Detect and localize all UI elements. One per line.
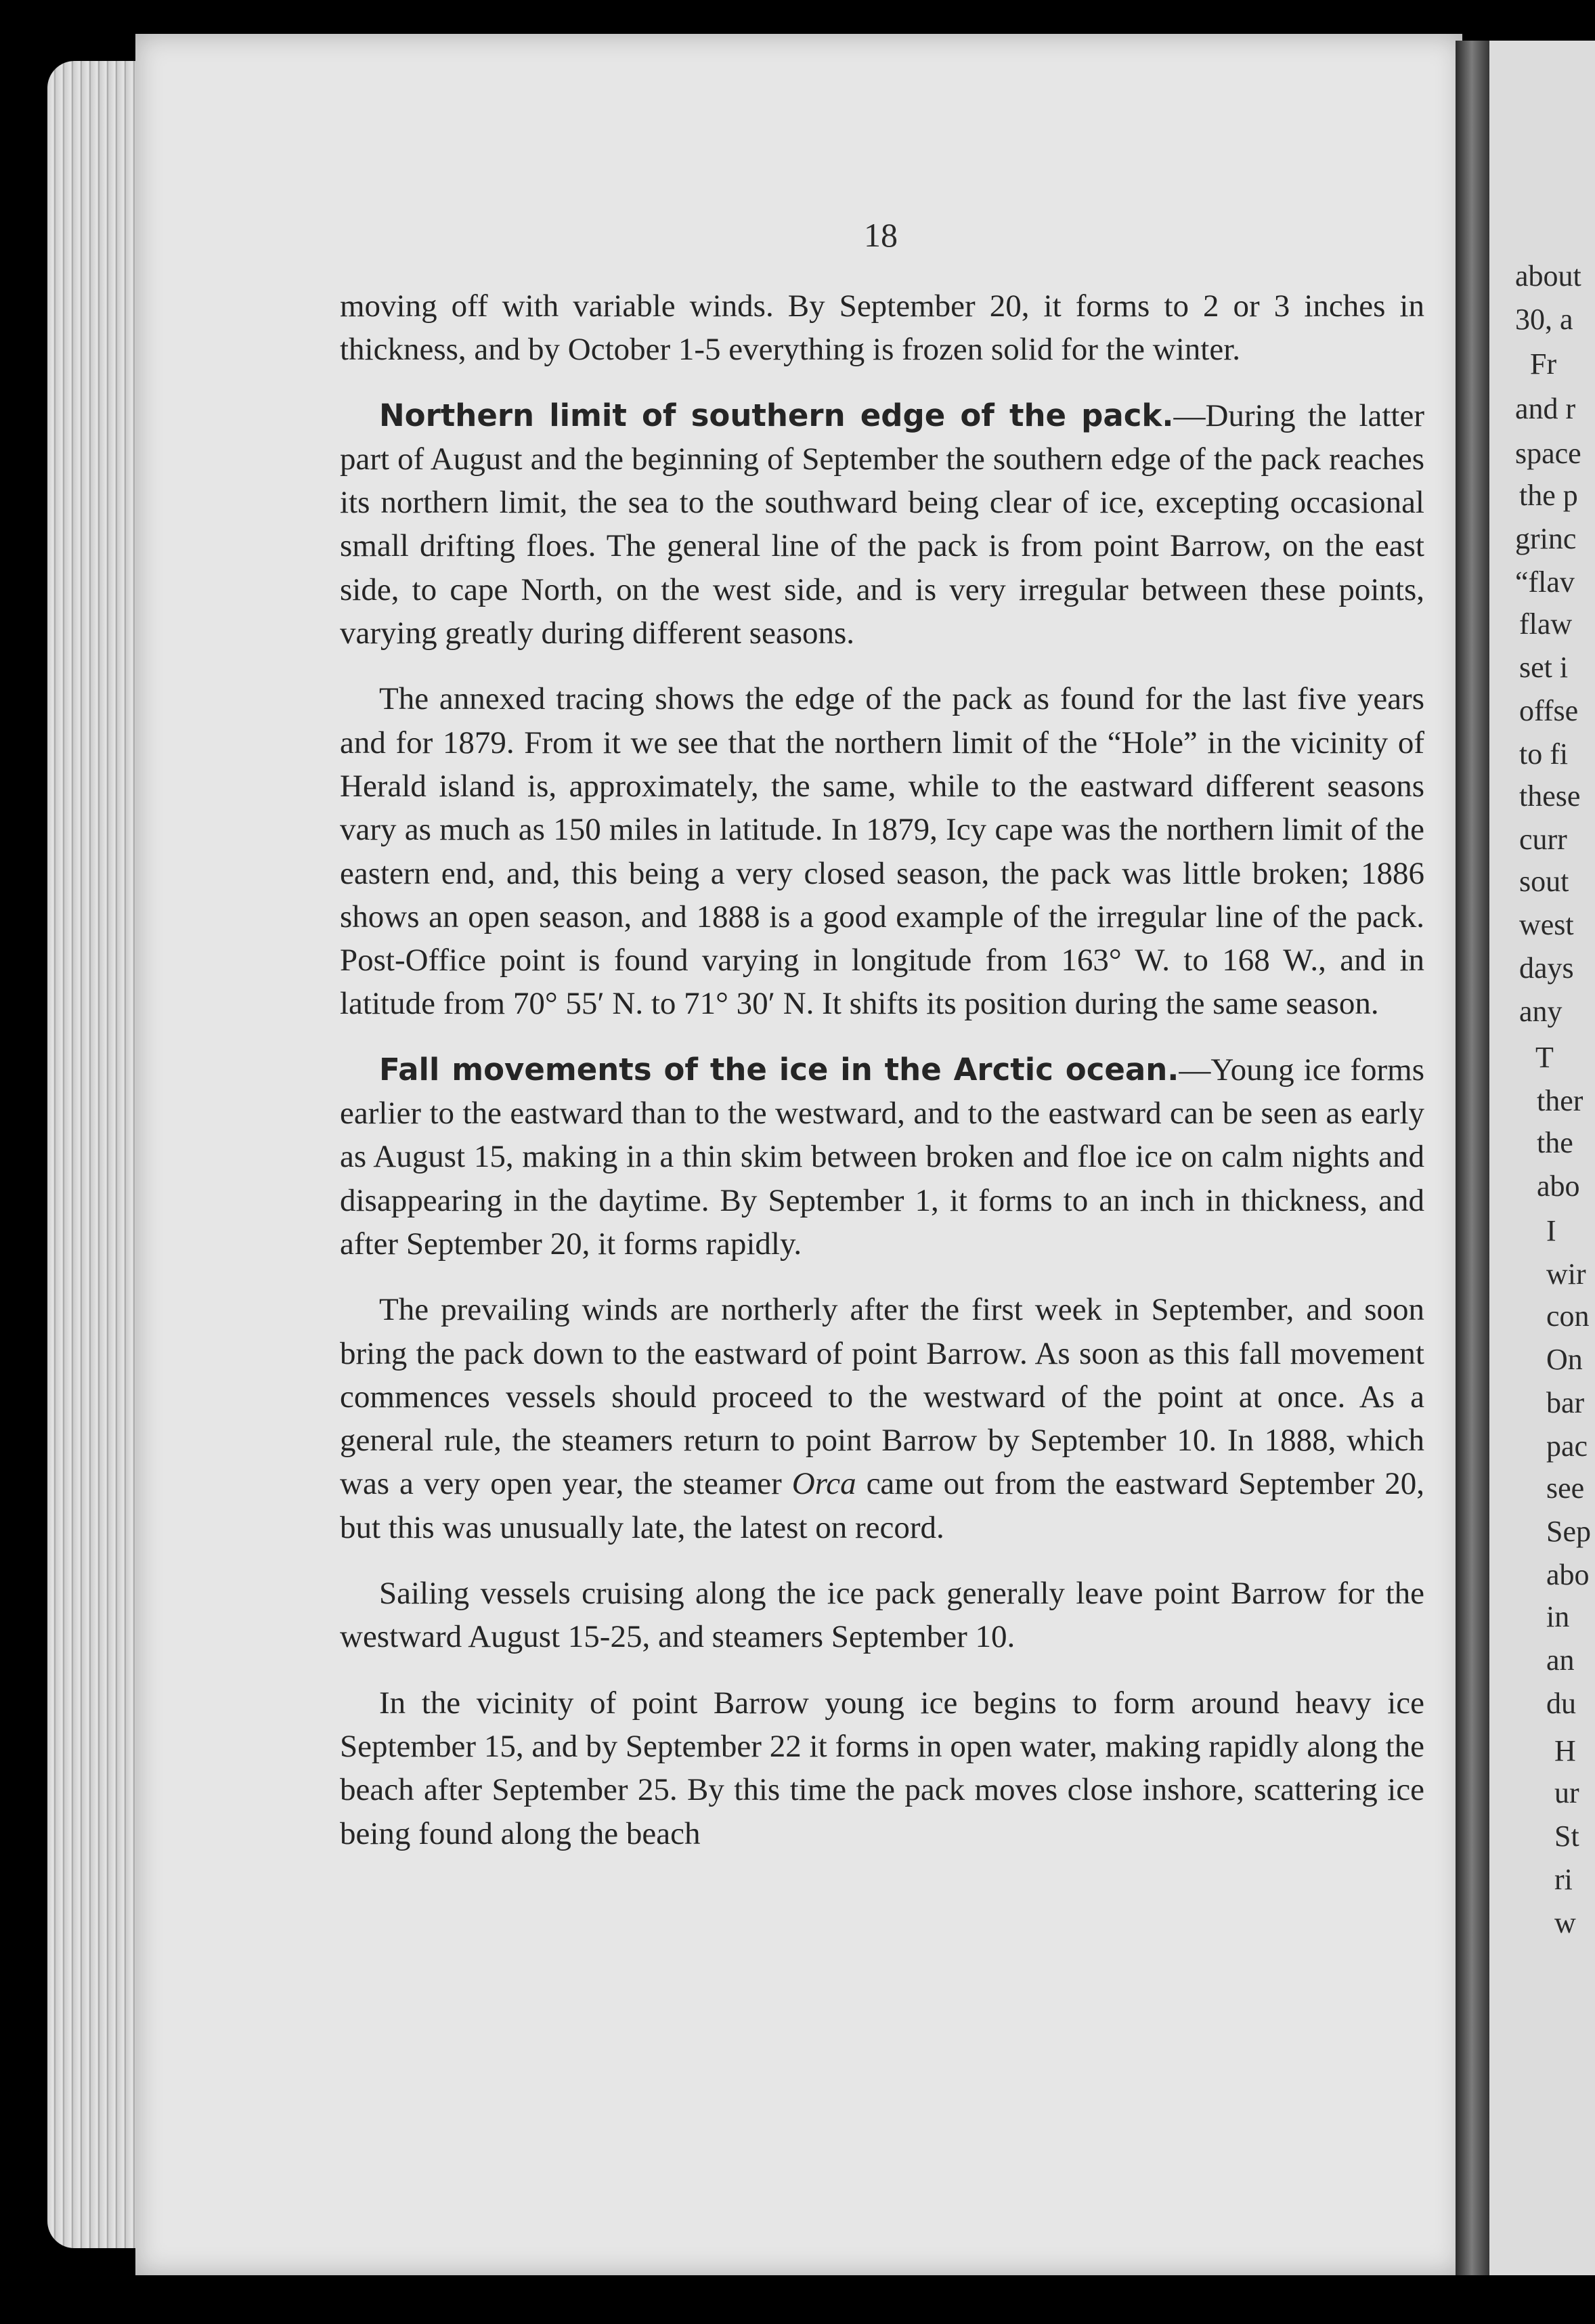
adjacent-page-fragment: abo xyxy=(1546,1558,1590,1591)
adjacent-page-fragment: ur xyxy=(1554,1776,1579,1809)
adjacent-page-fragment: see xyxy=(1546,1471,1585,1505)
adjacent-page-fragment: du xyxy=(1546,1687,1576,1720)
adjacent-page-fragment: “flav xyxy=(1515,565,1575,599)
adjacent-page-fragment: wir xyxy=(1546,1257,1586,1291)
adjacent-page-fragment: offse xyxy=(1519,694,1579,727)
adjacent-page-fragment: ther xyxy=(1537,1084,1583,1117)
paragraph-text: moving off with variable winds. By September 20, it forms to 2 or 3 inches in thickness, and by October 1-5 everything is frozen solid for the winter. xyxy=(340,288,1424,368)
paragraph-text: The prevailing winds are northerly after the first week in September, and soon bring the pack down to the eastward of point Barrow. As soon as this fall movement commences vessels should proceed to the westward of the point at once. As a general rule, the steamers return to point Barrow by September 10. In 1888, which was a very open year, the steamer xyxy=(340,1292,1424,1502)
body-text xyxy=(340,284,1424,1855)
adjacent-page-fragment: bar xyxy=(1546,1386,1585,1419)
paragraph xyxy=(340,677,1424,1025)
adjacent-page-fragment: Sep xyxy=(1546,1515,1591,1548)
adjacent-page-fragment: pac xyxy=(1546,1429,1588,1463)
adjacent-page-fragment: about xyxy=(1515,259,1581,293)
adjacent-page-fragment: grinc xyxy=(1515,522,1577,555)
adjacent-page-fragment: west xyxy=(1519,908,1574,941)
paragraph-text: The annexed tracing shows the edge of the pack as found for the last five years and for 1879. From it we see that the northern limit of the “Hole” in the vicinity of Herald island is, approximately, the same, while to the eastward different seasons vary as much as 150 miles in latitude. In 1879, Icy cape was the northern limit of the eastern end, and, this being a very closed season, the pack was little broken; 1886 shows an open season, and 1888 is a good example of the irregular line of the pack. Post-Office point is found varying in longitude from 163° W. to 168 W., and in latitude from 70° 55′ N. to 71° 30′ N. It shifts its position during the same season. xyxy=(340,681,1424,1022)
paragraph xyxy=(340,1572,1424,1659)
adjacent-page-fragment: On xyxy=(1546,1343,1583,1376)
adjacent-page-fragment: set i xyxy=(1519,651,1569,684)
adjacent-page-fragment: these xyxy=(1519,779,1581,813)
adjacent-page-fragment: Fr xyxy=(1530,347,1557,381)
adjacent-page-fragment: curr xyxy=(1519,823,1567,856)
paragraph xyxy=(340,1048,1424,1266)
adjacent-page-fragment: any xyxy=(1519,995,1563,1028)
section-heading: Northern limit of southern edge of the pack. xyxy=(379,397,1174,433)
adjacent-page-fragment: I xyxy=(1546,1214,1556,1247)
adjacent-page-fragment: space xyxy=(1515,437,1581,470)
paragraph-text: In the vicinity of point Barrow young ice begins to form around heavy ice September 15, and by September 22 it forms in open water, making rapidly along the beach after September 25. By this time the pack moves close inshore, scattering ice being found along the beach xyxy=(340,1685,1424,1851)
adjacent-page-fragment: sout xyxy=(1519,865,1569,898)
adjacent-page-fragment: and r xyxy=(1515,392,1576,425)
adjacent-page-fragment: St xyxy=(1554,1820,1579,1853)
adjacent-page-fragment: to fi xyxy=(1519,737,1569,771)
paragraph xyxy=(340,284,1424,372)
paragraph-text: —Young ice forms earlier to the eastward than to the westward, and to the eastward can be seen as early as August 15, making in a thin skim between broken and floe ice on calm nights and disappearing in the daytime. By September 1, it forms to an inch in thickness, and after September 20, it forms rapidly. xyxy=(340,1052,1425,1262)
paragraph xyxy=(340,394,1424,655)
paragraph-text: came out from the eastward September 20, but this was unusually late, the latest on record. xyxy=(340,1466,1424,1545)
adjacent-page-fragment: an xyxy=(1546,1643,1575,1677)
vessel-name: Orca xyxy=(791,1466,856,1502)
adjacent-page-fragment: T xyxy=(1535,1041,1554,1074)
page-number: 18 xyxy=(864,216,898,254)
adjacent-page-fragment: H xyxy=(1554,1734,1576,1767)
adjacent-page-fragment: 30, a xyxy=(1515,303,1573,336)
paragraph xyxy=(340,1681,1424,1855)
section-heading: Fall movements of the ice in the Arctic ocean. xyxy=(379,1051,1179,1088)
adjacent-page-fragment: ri xyxy=(1554,1863,1573,1896)
adjacent-page-fragment: the p xyxy=(1519,479,1578,512)
adjacent-page-fragment: in xyxy=(1546,1600,1570,1633)
adjacent-page-fragment: flaw xyxy=(1519,607,1573,641)
paragraph-text: Sailing vessels cruising along the ice pack generally leave point Barrow for the westward August 15-25, and steamers September 10. xyxy=(340,1576,1424,1655)
paragraph-text: —During the latter part of August and the beginning of September the southern edge of the pack reaches its northern limit, the sea to the southward being clear of ice, excepting occasional small drifting floes. The general line of the pack is from point Barrow, on the east side, to cape North, on the west side, and is very irregular between these points, varying greatly during different seasons. xyxy=(340,397,1424,651)
adjacent-page-fragment: abo xyxy=(1537,1169,1580,1203)
adjacent-page-fragment: the xyxy=(1537,1126,1573,1159)
paragraph xyxy=(340,1288,1424,1549)
adjacent-page xyxy=(1489,41,1595,2275)
adjacent-page-fragment: days xyxy=(1519,951,1574,985)
adjacent-page-fragment: w xyxy=(1554,1906,1576,1939)
adjacent-page-fragment: con xyxy=(1546,1299,1590,1333)
